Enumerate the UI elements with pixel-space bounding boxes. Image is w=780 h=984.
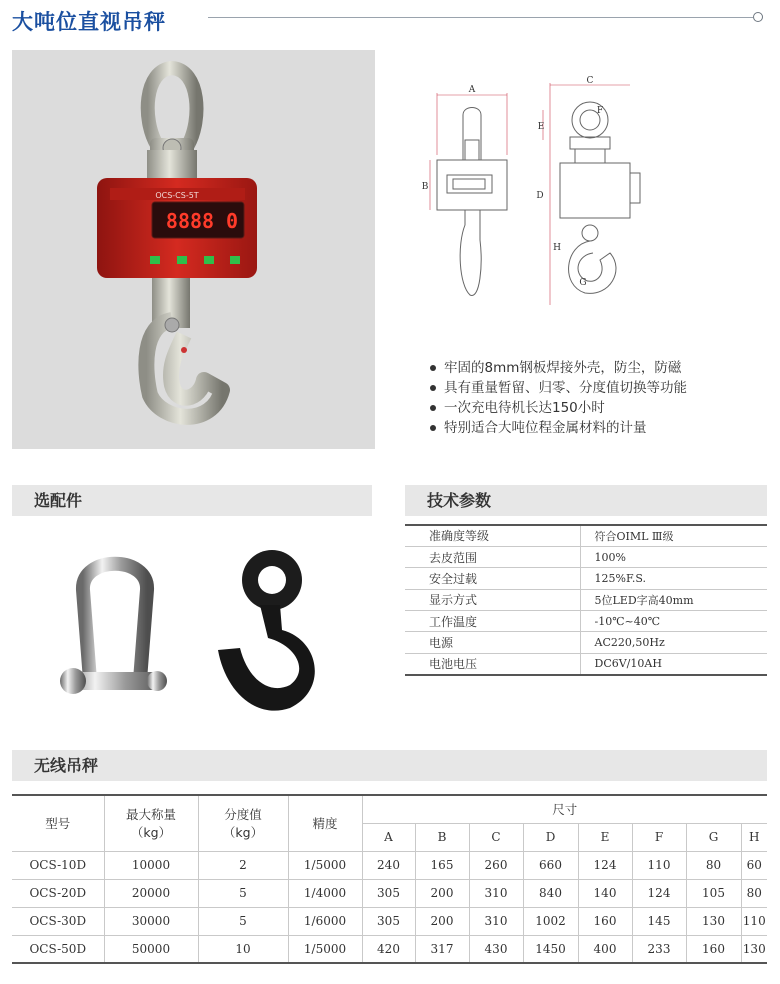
cell-accuracy: 1/4000 — [288, 879, 362, 907]
hook-icon — [210, 540, 335, 715]
spec-table — [12, 794, 767, 964]
cell-accuracy: 1/6000 — [288, 907, 362, 935]
dim-label-g: G — [579, 278, 587, 288]
param-value: -10℃~40℃ — [580, 611, 767, 632]
feature-item: 牢固的8mm钢板焊接外壳，防尘，防磁 — [430, 358, 687, 378]
feature-item: 具有重量暂留、归零、分度值切换等功能 — [430, 378, 687, 398]
table-row — [405, 546, 767, 567]
cell-division: 5 — [198, 879, 288, 907]
dim-label-f: F — [596, 106, 604, 116]
table-row — [12, 879, 767, 907]
cell-dim-c: 310 — [469, 907, 523, 935]
size-col-c: C — [469, 823, 523, 851]
header-division-unit: （kg） — [222, 825, 264, 841]
table-row — [12, 935, 767, 963]
param-value: 5位LED字高40mm — [580, 589, 767, 610]
cell-dim-g: 130 — [686, 907, 741, 935]
cell-dim-e: 400 — [578, 935, 632, 963]
cell-dim-a: 305 — [362, 907, 415, 935]
accessories-header: 选配件 — [12, 485, 372, 516]
cell-model: OCS-10D — [12, 851, 104, 879]
cell-dim-f: 145 — [632, 907, 686, 935]
cell-division: 10 — [198, 935, 288, 963]
cell-dim-c: 310 — [469, 879, 523, 907]
cell-accuracy: 1/5000 — [288, 851, 362, 879]
size-col-d: D — [523, 823, 578, 851]
cell-dim-e: 160 — [578, 907, 632, 935]
cell-dim-e: 140 — [578, 879, 632, 907]
cell-model: OCS-30D — [12, 907, 104, 935]
header-max-weight — [104, 795, 198, 851]
param-label: 去皮范围 — [405, 546, 580, 567]
table-row — [405, 611, 767, 632]
param-value: 125%F.S. — [580, 568, 767, 589]
cell-dim-h: 110 — [741, 907, 767, 935]
dimension-drawing — [421, 75, 645, 310]
feature-item: 特别适合大吨位程金属材料的计量 — [430, 418, 687, 438]
param-label: 电源 — [405, 632, 580, 653]
table-row — [405, 589, 767, 610]
led-display-last-digit: 0 — [225, 209, 239, 233]
cell-max-weight: 30000 — [104, 907, 198, 935]
hook-image — [210, 540, 335, 715]
cell-division: 5 — [198, 907, 288, 935]
cell-dim-d: 1002 — [523, 907, 578, 935]
param-label: 安全过载 — [405, 568, 580, 589]
wireless-header: 无线吊秤 — [12, 750, 767, 781]
dimension-diagram — [421, 75, 645, 310]
dim-label-c: C — [586, 76, 594, 86]
product-photo — [12, 50, 375, 449]
cell-model: OCS-20D — [12, 879, 104, 907]
size-col-f: F — [632, 823, 686, 851]
param-label: 电池电压 — [405, 653, 580, 674]
table-header-row — [12, 795, 767, 823]
param-label: 显示方式 — [405, 589, 580, 610]
led-display-digits: 8888 — [165, 209, 215, 233]
param-value: 符合OIML Ⅲ级 — [580, 525, 767, 546]
cell-dim-d: 1450 — [523, 935, 578, 963]
cell-dim-c: 260 — [469, 851, 523, 879]
header-division-label: 分度值 — [224, 807, 262, 823]
cell-division: 2 — [198, 851, 288, 879]
tech-params-table — [405, 524, 767, 676]
feature-item: 一次充电待机长达150小时 — [430, 398, 687, 418]
cell-dim-f: 124 — [632, 879, 686, 907]
case-model-label: OCS-CS-5T — [155, 191, 199, 200]
cell-dim-b: 317 — [415, 935, 469, 963]
table-row — [405, 525, 767, 546]
cell-dim-e: 124 — [578, 851, 632, 879]
size-col-a: A — [362, 823, 415, 851]
cell-dim-f: 233 — [632, 935, 686, 963]
title-circle-ornament — [753, 12, 763, 22]
dim-label-h: H — [553, 243, 561, 253]
table-row — [405, 632, 767, 653]
cell-dim-f: 110 — [632, 851, 686, 879]
cell-dim-h: 80 — [741, 879, 767, 907]
dim-label-e: E — [537, 122, 545, 132]
shackle-icon — [55, 540, 175, 710]
cell-model: OCS-50D — [12, 935, 104, 963]
size-col-g: G — [686, 823, 741, 851]
cell-dim-h: 130 — [741, 935, 767, 963]
title-divider — [208, 17, 753, 18]
page-header — [12, 0, 772, 40]
table-row — [12, 851, 767, 879]
dim-label-b: B — [421, 182, 429, 192]
cell-dim-d: 840 — [523, 879, 578, 907]
cell-dim-a: 305 — [362, 879, 415, 907]
header-accuracy: 精度 — [288, 795, 362, 851]
param-label: 准确度等级 — [405, 525, 580, 546]
size-col-h: H — [741, 823, 767, 851]
cell-dim-g: 80 — [686, 851, 741, 879]
table-row — [405, 568, 767, 589]
param-value: DC6V/10AH — [580, 653, 767, 674]
header-model: 型号 — [12, 795, 104, 851]
cell-max-weight: 10000 — [104, 851, 198, 879]
cell-dim-d: 660 — [523, 851, 578, 879]
size-col-b: B — [415, 823, 469, 851]
cell-accuracy: 1/5000 — [288, 935, 362, 963]
table-row — [405, 653, 767, 674]
cell-dim-b: 165 — [415, 851, 469, 879]
cell-dim-b: 200 — [415, 907, 469, 935]
crane-scale-illustration — [12, 50, 375, 449]
cell-dim-a: 240 — [362, 851, 415, 879]
size-col-e: E — [578, 823, 632, 851]
spec-table-body — [12, 851, 767, 963]
param-value: AC220,50Hz — [580, 632, 767, 653]
param-label: 工作温度 — [405, 611, 580, 632]
header-max-weight-unit: （kg） — [130, 825, 172, 841]
header-max-weight-label: 最大称量 — [125, 807, 176, 823]
dim-label-a: A — [468, 85, 476, 95]
cell-max-weight: 50000 — [104, 935, 198, 963]
header-division — [198, 795, 288, 851]
cell-dim-c: 430 — [469, 935, 523, 963]
shackle-image — [55, 540, 175, 710]
dim-label-d: D — [536, 191, 544, 201]
cell-dim-g: 160 — [686, 935, 741, 963]
cell-max-weight: 20000 — [104, 879, 198, 907]
cell-dim-b: 200 — [415, 879, 469, 907]
param-value: 100% — [580, 546, 767, 567]
cell-dim-a: 420 — [362, 935, 415, 963]
cell-dim-g: 105 — [686, 879, 741, 907]
feature-list — [430, 358, 687, 438]
header-size: 尺寸 — [362, 795, 767, 823]
table-row — [12, 907, 767, 935]
tech-params-header: 技术参数 — [405, 485, 767, 516]
page-title: 大吨位直视吊秤 — [12, 10, 166, 34]
cell-dim-h: 60 — [741, 851, 767, 879]
